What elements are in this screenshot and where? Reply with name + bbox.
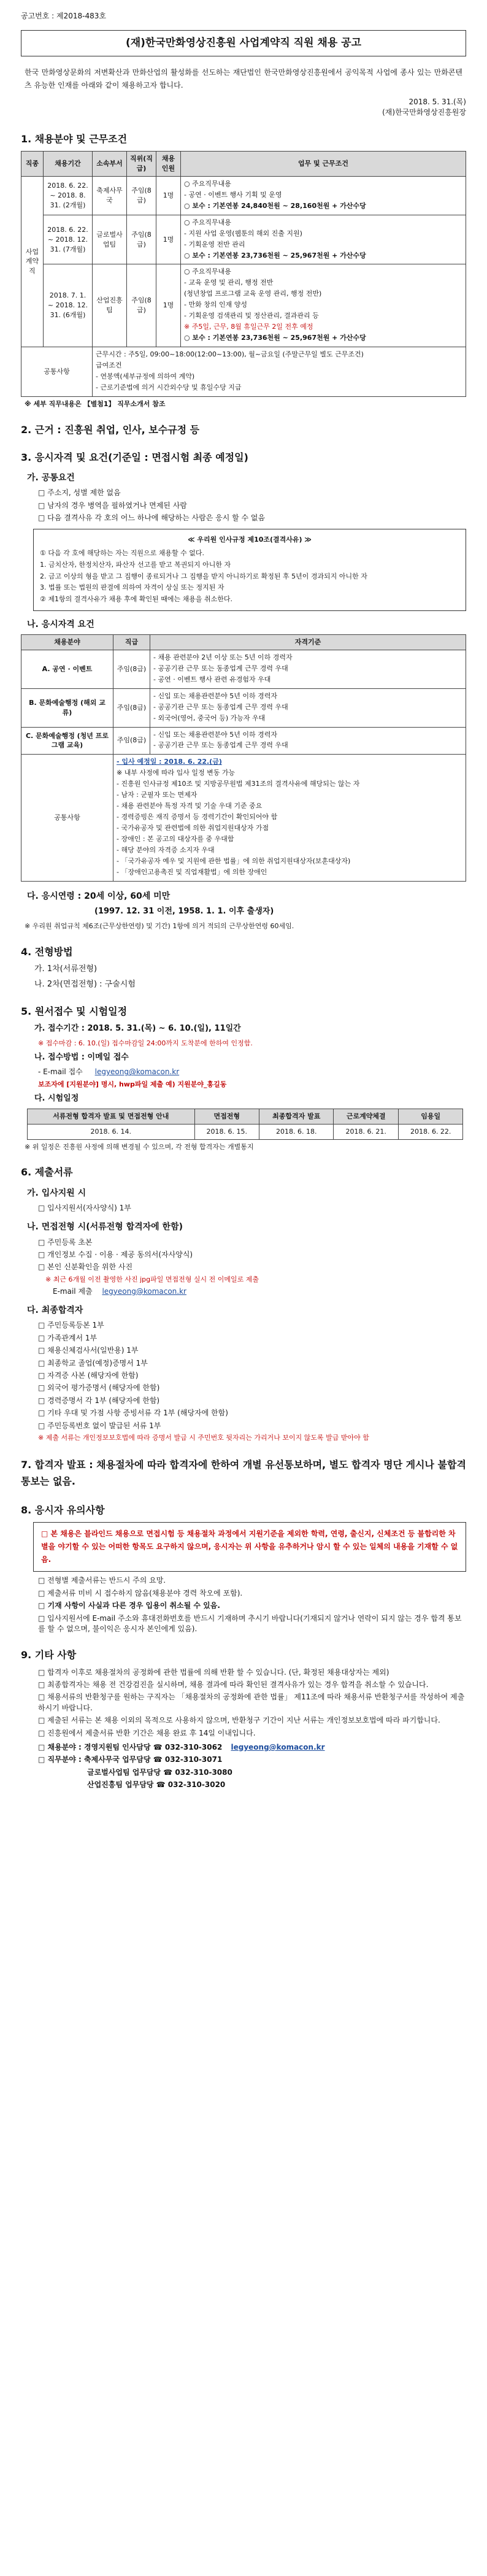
- section-4-title: 4. 전형방법: [21, 945, 73, 958]
- duty-line: (청년창업 프로그램 교육 운영 관리, 행정 전반): [184, 290, 322, 298]
- th-sched: 서류전형 합격자 발표 및 면접전형 안내: [28, 1109, 195, 1124]
- th-sched: 근로계약체결: [334, 1109, 398, 1124]
- count: 1명: [156, 176, 181, 215]
- group-label: 사업계약직: [21, 176, 44, 347]
- duty-line: - 지원 사업 운영(웹툰의 해외 진출 지원): [184, 229, 302, 237]
- list-item: □ 기재 사항이 사실과 다른 경우 입용이 취소될 수 있음.: [38, 1601, 220, 1610]
- table-row: [21, 650, 466, 688]
- list-item: □ 입사지원서(자사양식) 1부: [38, 1203, 131, 1212]
- common-line: - 근로기준법에 의거 시간외수당 및 휴일수당 지급: [96, 383, 242, 391]
- contact-line: 글로벌사업팀 업무담당 ☎ 032-310-3080: [87, 1767, 232, 1777]
- table-row: [21, 264, 466, 347]
- age-note: ※ 우리원 취업규칙 제6조(근무상한연령) 및 기간) 1항에 의거 적되의 근무상한연령 60세임.: [25, 921, 294, 930]
- table-row: [21, 688, 466, 727]
- apply-email-link[interactable]: legyeong@komacon.kr: [94, 1067, 180, 1077]
- th-sched: 면접전형: [194, 1109, 259, 1124]
- common-conditions: [93, 347, 466, 397]
- duty-line: - 기획운영 전반 관리: [184, 240, 245, 248]
- list-item: □ 합격자 이후로 채용절차의 공정화에 관한 법률에 의해 반환 할 수 있습니다. (단, 확정된 채용대상자는 제외): [38, 1667, 389, 1677]
- list-item: □ 주민등록등본 1부: [38, 1321, 104, 1330]
- apply-period: 가. 접수기간 : 2018. 5. 31.(목) ~ 6. 10.(일), 11일간: [34, 1023, 241, 1033]
- common-line: 근무시간 : 주5일, 09:00~18:00(12:00~13:00), 월~금요일 (주말근무일 별도 근무조건): [96, 350, 364, 358]
- age-range: (1997. 12. 31 이전, 1958. 1. 1. 이후 출생자): [94, 907, 274, 916]
- list-item: □ 주민등록 초본: [38, 1237, 93, 1247]
- section-8-title: 8. 응시자 유의사항: [21, 1504, 105, 1517]
- list-item: □ 자격증 사본 (해당자에 한함): [38, 1371, 139, 1380]
- duty-line: ○ 보수 : 기본연봉 23,736천원 ~ 25,967천원 + 가산수당: [184, 251, 366, 260]
- list-item: □ 경력증명서 각 1부 (해당자에 한함): [38, 1396, 160, 1405]
- field: C. 문화예술행정 (청년 프로그램 교육): [21, 727, 113, 755]
- email-label: - E-mail 접수: [38, 1067, 83, 1077]
- req-line: - 「국가유공자 예우 및 지원에 관한 법률」에 의한 취업지원대상자(보훈대상자): [117, 856, 351, 865]
- list-item: □ 다음 결격사유 각 호의 어느 하나에 해당하는 사람은 응시 할 수 없음: [38, 513, 266, 523]
- section-7-title: 7. 합격자 발표 : 채용절차에 따라 합격자에 한하여 개별 유선통보하며, 별도 합격자 명단 게시나 불합격 통보는 없음.: [21, 1458, 466, 1488]
- contact-line: 산업진흥팀 업무담당 ☎ 032-310-3020: [87, 1780, 226, 1790]
- grade: 주임(8급): [127, 176, 156, 215]
- qualification-table: [21, 634, 466, 882]
- req-line: - 「장애인고용촉진 및 직업재활법」에 의한 장애인: [117, 867, 267, 876]
- photo-email-link[interactable]: legyeong@komacon.kr: [102, 1286, 186, 1296]
- docs-note: ※ 제출 서류는 개인정보보호법에 따라 증명서 발급 시 주민번호 뒷자리는 가리거나 보이지 않도록 발급 받아야 함: [38, 1433, 369, 1442]
- apply-warning: 보조자에 [지원분야] 명시, hwp파일 제출 예) 지원분야_홍길동: [38, 1080, 227, 1088]
- duty-line: ○ 주요직무내용: [184, 267, 231, 276]
- duty: [181, 264, 466, 347]
- org-name: (재)한국만화영상진흥원장: [382, 108, 466, 117]
- page-title: (재)한국만화영상진흥원 사업계약직 직원 채용 공고: [21, 30, 466, 56]
- table-row: [21, 755, 466, 881]
- box-line: 3. 법률 또는 법원의 판결에 의하여 자격이 상실 또는 정지된 자: [40, 583, 224, 592]
- list-item: □ 채용신체검사서(일반용) 1부: [38, 1346, 139, 1355]
- list-item: □ 제출서류 미비 시 접수하지 않음(채용분야 경력 착오에 포함).: [38, 1588, 243, 1598]
- period: 2018. 6. 22. ~ 2018. 8. 31. (2개월): [44, 176, 93, 215]
- common-req: [113, 755, 466, 881]
- th-req: 자격기준: [150, 634, 466, 650]
- table-row: [21, 176, 466, 215]
- grade: 주임(8급): [127, 264, 156, 347]
- duty-line: - 기획운영 검색관리 및 정산관리, 결과관리 등: [184, 312, 319, 320]
- apply-method: 나. 접수방법 : 이메일 접수: [34, 1052, 129, 1062]
- req-line: - 장애인 : 본 공고의 대상자를 중 우대함: [117, 834, 234, 843]
- req-line: - 국가유공자 및 관련법에 의한 취업지원대상자 가점: [117, 824, 269, 832]
- req-line: - 공공기관 근무 또는 동종업계 근무 경력 우대: [153, 741, 288, 750]
- list-item: □ 기타 우대 및 가점 사항 증빙서류 각 1부 (해당자에 한함): [38, 1409, 228, 1418]
- s3-c-title: 다. 응시연령 : 20세 이상, 60세 미만: [27, 891, 171, 901]
- apply-deadline-note: ※ 접수마감 : 6. 10.(일) 접수마감일 24:00까지 도착분에 한하여 인정함.: [38, 1039, 253, 1047]
- section-2-title: 2. 근거 : 진흥원 취업, 인사, 보수규정 등: [21, 423, 200, 436]
- duty-line: ※ 주5일, 근무, 8월 휴일근무 2일 전후 예정: [184, 323, 313, 331]
- req-line: - 공공기관 근무 또는 동종업계 근무 경력 우대: [153, 702, 288, 711]
- duty-line: - 만화 창의 인재 양성: [184, 301, 247, 309]
- box-line: ② 제1항의 결격사유가 채용 후에 확인된 때에는 채용을 취소한다.: [40, 594, 232, 603]
- dept: 산업진흥팀: [93, 264, 127, 347]
- section-6-title: 6. 제출서류: [21, 1166, 73, 1178]
- req-line: - 입사 예정일 : 2018. 6. 22.(금): [117, 758, 222, 766]
- list-item: □ 최종합격자는 채용 전 건강검진을 실시하며, 채용 결과에 따라 확인된 결격사유가 있는 경우 합격을 취소할 수 있습니다.: [38, 1680, 429, 1689]
- section-5-title: 5. 원서접수 및 시험일정: [21, 1005, 128, 1017]
- pub-number: 공고번호 : 제2018-483호: [21, 12, 106, 20]
- step-1: 가. 1차(서류전형): [34, 964, 98, 974]
- th-duty: 업무 및 근무조건: [181, 152, 466, 177]
- duty-line: ○ 보수 : 기본연봉 24,840천원 ~ 28,160천원 + 가산수당: [184, 201, 366, 210]
- list-item: □ 주소지, 성별 제한 없음: [38, 488, 121, 498]
- duty-line: - 공연 · 이벤트 행사 기획 및 운영: [184, 190, 282, 199]
- th-type: 직종: [21, 152, 44, 177]
- req-line: - 신입 또는 채용관련분야 5년 이하 경력자: [153, 691, 277, 700]
- sched-date: 2018. 6. 21.: [334, 1124, 398, 1139]
- period: 2018. 6. 22. ~ 2018. 12. 31. (7개월): [44, 215, 93, 264]
- dept: 축제사무국: [93, 176, 127, 215]
- list-item: □ 채용서류의 반환청구를 원하는 구직자는 「채용절차의 공정화에 관한 법률」 제11조에 따라 채용서류 반환청구서를 작성하여 제출하시기 바랍니다.: [38, 1693, 465, 1712]
- duty: [181, 215, 466, 264]
- schedule-table: [27, 1109, 463, 1140]
- s6-b-title: 나. 면접전형 시(서류전형 합격자에 한함): [27, 1222, 183, 1232]
- list-item: □ 주민등록번호 없이 발급된 서류 1부: [38, 1421, 161, 1430]
- s1-footnote: ※ 세부 직무내용은 【별첨1】 직무소개서 참조: [25, 399, 166, 408]
- blind-hiring-box: □ 본 채용은 블라인드 채용으로 면접시험 등 채용절차 과정에서 지원기준을 제외한 학력, 연령, 출신지, 신체조건 등 불합리한 차별을 야기할 수 있는 어떠한 항목도 요구하지 않으며, 응시자는 위 사항을 유추하거나 암시 할 수 있는 일체의 내용을 기재할 수 없음.: [33, 1522, 466, 1572]
- th-period: 채용기간: [44, 152, 93, 177]
- table-row: [21, 347, 466, 397]
- grade: 주임(8급): [113, 727, 150, 755]
- common-label: 공통사항: [21, 347, 93, 397]
- section-3-title: 3. 응시자격 및 요건(기준일 : 면접시험 최종 예정일): [21, 451, 248, 463]
- duty-line: ○ 주요직무내용: [184, 179, 231, 188]
- table-row: [21, 215, 466, 264]
- grade: 주임(8급): [127, 215, 156, 264]
- list-item: □ 남자의 경우 병역을 필하였거나 면제된 사람: [38, 501, 187, 510]
- th-field: 채용분야: [21, 634, 113, 650]
- sched-date: 2018. 6. 14.: [28, 1124, 195, 1139]
- s6-a-title: 가. 입사지원 시: [27, 1188, 86, 1198]
- list-item: □ 진흥원에서 제출서류 반환 기간은 채용 완료 후 14일 이내입니다.: [38, 1728, 256, 1737]
- period: 2018. 7. 1. ~ 2018. 12. 31. (6개월): [44, 264, 93, 347]
- field: B. 문화예술행정 (해외 교류): [21, 688, 113, 727]
- common-line: - 연봉액(세부규정에 의하여 계약): [96, 372, 195, 380]
- duty-line: ○ 주요직무내용: [184, 218, 231, 226]
- req-line: - 진흥원 인사규정 제10조 및 지방공무원법 제31조의 결격사유에 해당되는 않는 자: [117, 780, 360, 788]
- list-item: □ 최종학교 졸업(예정)증명서 1부: [38, 1358, 148, 1367]
- req-line: - 신입 또는 채용관련분야 5년 이하 경력자: [153, 730, 277, 739]
- req-line: - 채용 관련분야 2년 이상 또는 5년 이하 경력자: [153, 653, 293, 661]
- th-grade: 직위(직급): [127, 152, 156, 177]
- box-line: 1. 금치산자, 한정치산자, 파산자 선고를 받고 복권되지 아니한 자: [40, 560, 231, 569]
- duty-line: ○ 보수 : 기본연봉 23,736천원 ~ 25,967천원 + 가산수당: [184, 334, 366, 342]
- contact-hr: □ 채용분야 : 경영지원팀 인사담당 ☎ 032-310-3062: [38, 1742, 223, 1751]
- contact-email-link[interactable]: legyeong@komacon.kr: [231, 1742, 325, 1751]
- list-item: □ 본인 신분확인을 위한 사진: [38, 1263, 133, 1272]
- table-row: [21, 727, 466, 755]
- list-item: □ 개인정보 수집 · 이용 · 제공 동의서(자사양식): [38, 1250, 193, 1259]
- list-item: □ 가족관계서 1부: [38, 1333, 98, 1342]
- s3-b-title: 나. 응시자격 요건: [27, 619, 94, 629]
- common-label: 공통사항: [21, 755, 113, 881]
- apply-email-line: [38, 1067, 466, 1077]
- sched-date: 2018. 6. 18.: [259, 1124, 334, 1139]
- box-line: ① 다음 각 호에 해당하는 자는 직원으로 채용할 수 없다.: [40, 549, 204, 558]
- th-grade: 직급: [113, 634, 150, 650]
- contact-line: [38, 1742, 466, 1753]
- field: A. 공연 · 이벤트: [21, 650, 113, 688]
- req-line: - 해당 분야의 자격증 소지자 우대: [117, 845, 215, 854]
- grade: 주임(8급): [113, 688, 150, 727]
- req-line: - 외국어(영어, 중국어 등) 가능자 우대: [153, 713, 266, 722]
- req: [150, 650, 466, 688]
- post-date: 2018. 5. 31.(목): [408, 98, 466, 107]
- req-line: - 남자 : 군필자 또는 면제자: [117, 791, 197, 799]
- req-line: - 경력증빙은 재직 증명서 등 경력기간이 확인되어야 함: [117, 813, 278, 821]
- box-line: 2. 금고 이상의 형을 받고 그 집행이 종료되거나 그 집행을 받지 아니하기로 확정된 후 5년이 경과되지 아니한 자: [40, 572, 367, 580]
- th-count: 채용인원: [156, 152, 181, 177]
- contact-line: □ 직무분야 : 축제사무국 업무담당 ☎ 032-310-3071: [38, 1755, 223, 1764]
- th-sched: 최종합격자 발표: [259, 1109, 334, 1124]
- photo-email-line: [53, 1286, 466, 1297]
- s3-a-title: 가. 공통요건: [27, 473, 75, 483]
- section-1-title: 1. 채용분야 및 근무조건: [21, 133, 128, 145]
- step-2: 나. 2차(면접전형) : 구술시험: [34, 979, 136, 989]
- recruit-table: [21, 151, 466, 397]
- count: 1명: [156, 215, 181, 264]
- table-row: [28, 1124, 463, 1139]
- th-dept: 소속부서: [93, 152, 127, 177]
- intro-text: 한국 만화영상문화의 저변확산과 만화산업의 활성화를 선도하는 재단법인 한국만화영상진흥원에서 공익목적 사업에 종사 있는 만화콘텐츠 유능한 인재를 아래와 같이 채용하고자 합니다.: [25, 68, 462, 90]
- list-item: □ 외국어 평가증명서 (해당자에 한함): [38, 1383, 160, 1393]
- req: [150, 688, 466, 727]
- grade: 주임(8급): [113, 650, 150, 688]
- th-sched: 임용일: [398, 1109, 463, 1124]
- req-line: - 공공기관 근무 또는 동종업계 근무 경력 우대: [153, 664, 288, 672]
- duty-line: - 교육 운영 및 관리, 행정 전반: [184, 279, 274, 287]
- disqualification-box: [33, 529, 466, 611]
- list-item: □ 전형별 제출서류는 반드시 주의 요망.: [38, 1576, 166, 1585]
- sched-date: 2018. 6. 15.: [194, 1124, 259, 1139]
- list-item: □ 입사지원서에 E-mail 주소와 휴대전화번호를 반드시 기재하며 추시기 바랍니다(기재되지 않거나 연락이 되지 않는 경우 합격 통보를 할 수 없으며, 불이익은 응시자 본인에게 있음).: [38, 1613, 462, 1633]
- req: [150, 727, 466, 755]
- dept: 글로벌사업팀: [93, 215, 127, 264]
- duty: [181, 176, 466, 215]
- count: 1명: [156, 264, 181, 347]
- sched-date: 2018. 6. 22.: [398, 1124, 463, 1139]
- schedule-note: ※ 위 일정은 진흥원 사정에 의해 변경될 수 있으며, 각 전형 합격자는 개별통지: [25, 1142, 254, 1151]
- req-line: ※ 내부 사정에 따라 입사 일정 변동 가능: [117, 769, 236, 777]
- schedule-title: 다. 시험일정: [34, 1093, 79, 1103]
- req-line: - 채용 관련분야 특정 자격 및 기술 우대 기준 중요: [117, 802, 263, 810]
- common-line: 급여조건: [96, 361, 122, 369]
- req-line: - 공연 · 이벤트 행사 관련 유경험자 우대: [153, 675, 271, 683]
- section-9-title: 9. 기타 사항: [21, 1649, 77, 1661]
- photo-warning: ※ 최근 6개월 이전 촬영한 사진 jpg파일 면접전형 실시 전 이메일로 제출: [45, 1275, 259, 1283]
- box-title: ≪ 우리원 인사규정 제10조(결격사유) ≫: [188, 535, 312, 544]
- s6-c-title: 다. 최종합격자: [27, 1305, 83, 1316]
- email-label: E-mail 제출: [53, 1286, 93, 1296]
- list-item: □ 제출된 서류는 본 채용 이외의 목적으로 사용하지 않으며, 반환청구 기간이 지난 서류는 개인정보보호법에 따라 파기합니다.: [38, 1716, 440, 1725]
